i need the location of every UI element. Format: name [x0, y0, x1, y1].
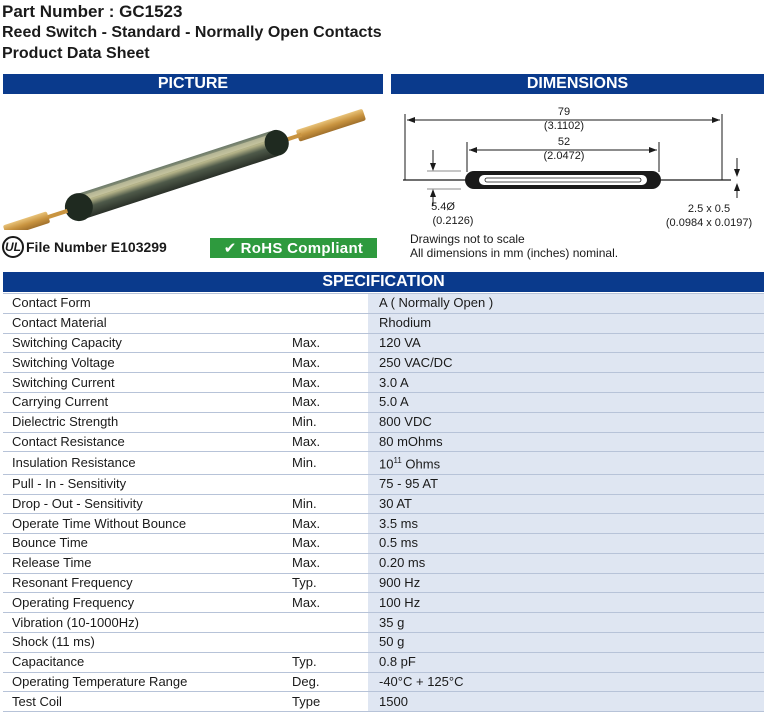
spec-qualifier: Max.	[288, 593, 368, 613]
spec-parameter: Switching Voltage	[3, 353, 288, 373]
spec-qualifier: Typ.	[288, 652, 368, 672]
drawing-notes	[410, 232, 618, 260]
spec-value: 0.20 ms	[368, 553, 764, 573]
spec-value: 75 - 95 AT	[368, 474, 764, 494]
spec-qualifier: Max.	[288, 514, 368, 534]
spec-value-unit: Ohms	[401, 456, 441, 472]
spec-qualifier: Min.	[288, 494, 368, 514]
ul-certification	[2, 236, 167, 258]
spec-value: A ( Normally Open )	[368, 294, 764, 314]
spec-value: 900 Hz	[368, 573, 764, 593]
table-row	[3, 313, 764, 333]
spec-value: 800 VDC	[368, 412, 764, 432]
table-row	[3, 514, 764, 534]
spec-value: 3.0 A	[368, 373, 764, 393]
spec-value: Rhodium	[368, 313, 764, 333]
spec-parameter: Operate Time Without Bounce	[3, 514, 288, 534]
spec-value: 50 g	[368, 633, 764, 653]
spec-qualifier: Max.	[288, 553, 368, 573]
part-number-line	[2, 1, 382, 22]
glass-length-mm: 52	[557, 136, 571, 148]
spec-parameter: Vibration (10-1000Hz)	[3, 613, 288, 633]
table-row	[3, 294, 764, 314]
spec-qualifier: Deg.	[288, 672, 368, 692]
spec-qualifier: Min.	[288, 412, 368, 432]
spec-qualifier: Max.	[288, 432, 368, 452]
table-row	[3, 534, 764, 554]
table-row	[3, 452, 764, 474]
rohs-label: RoHS Compliant	[240, 239, 364, 257]
spec-value	[368, 452, 764, 474]
dimensions-section-header: DIMENSIONS	[391, 74, 764, 94]
lead-size-mm: 2.5 x 0.5	[687, 203, 731, 215]
spec-qualifier: Max.	[288, 373, 368, 393]
spec-parameter: Test Coil	[3, 692, 288, 712]
units-note: All dimensions in mm (inches) nominal.	[410, 246, 619, 260]
table-row	[3, 432, 764, 452]
rohs-compliant-badge	[210, 238, 377, 258]
diameter-mm: 5.4Ø	[431, 201, 455, 213]
spec-parameter: Contact Material	[3, 313, 288, 333]
overall-length-mm: 79	[557, 106, 571, 118]
spec-value: 120 VA	[368, 333, 764, 353]
spec-qualifier: Max.	[288, 392, 368, 412]
spec-value: 100 Hz	[368, 593, 764, 613]
scale-note: Drawings not to scale	[410, 232, 525, 246]
checkmark-icon: ✔	[223, 240, 237, 257]
spec-value: 250 VAC/DC	[368, 353, 764, 373]
table-row	[3, 333, 764, 353]
table-row	[3, 412, 764, 432]
spec-parameter: Insulation Resistance	[3, 452, 288, 474]
table-row	[3, 672, 764, 692]
spec-qualifier	[288, 613, 368, 633]
ul-logo-icon: UL	[2, 236, 24, 258]
spec-parameter: Switching Current	[3, 373, 288, 393]
table-row	[3, 373, 764, 393]
overall-length-in: (3.1102)	[543, 120, 585, 132]
table-row	[3, 652, 764, 672]
spec-parameter: Operating Temperature Range	[3, 672, 288, 692]
table-row	[3, 353, 764, 373]
table-row	[3, 392, 764, 412]
glass-length-in: (2.0472)	[543, 150, 585, 162]
document-title	[2, 1, 382, 64]
spec-parameter: Shock (11 ms)	[3, 633, 288, 653]
spec-parameter: Dielectric Strength	[3, 412, 288, 432]
spec-value: -40°C + 125°C	[368, 672, 764, 692]
ul-file-number: File Number E103299	[26, 239, 167, 255]
table-row	[3, 553, 764, 573]
spec-value: 0.8 pF	[368, 652, 764, 672]
spec-qualifier: Type	[288, 692, 368, 712]
table-row	[3, 474, 764, 494]
spec-value: 0.5 ms	[368, 534, 764, 554]
spec-parameter: Carrying Current	[3, 392, 288, 412]
dimension-drawing	[391, 100, 764, 235]
spec-qualifier: Max.	[288, 333, 368, 353]
spec-qualifier	[288, 633, 368, 653]
spec-value: 3.5 ms	[368, 514, 764, 534]
spec-value: 80 mOhms	[368, 432, 764, 452]
spec-parameter: Switching Capacity	[3, 333, 288, 353]
spec-value: 35 g	[368, 613, 764, 633]
table-row	[3, 633, 764, 653]
spec-parameter: Pull - In - Sensitivity	[3, 474, 288, 494]
picture-section-header: PICTURE	[3, 74, 383, 94]
spec-parameter: Contact Resistance	[3, 432, 288, 452]
spec-parameter: Release Time	[3, 553, 288, 573]
spec-value: 5.0 A	[368, 392, 764, 412]
spec-parameter: Operating Frequency	[3, 593, 288, 613]
spec-parameter: Resonant Frequency	[3, 573, 288, 593]
spec-value-exponent: 11	[393, 456, 402, 466]
table-row	[3, 494, 764, 514]
diameter-in: (0.2126)	[432, 215, 474, 227]
spec-value: 1500	[368, 692, 764, 712]
specification-table	[3, 293, 764, 712]
spec-qualifier	[288, 474, 368, 494]
spec-parameter: Drop - Out - Sensitivity	[3, 494, 288, 514]
part-number-label: Part Number :	[2, 2, 120, 21]
document-type: Product Data Sheet	[2, 45, 150, 62]
spec-qualifier: Max.	[288, 353, 368, 373]
spec-qualifier: Min.	[288, 452, 368, 474]
part-number-value: GC1523	[119, 2, 183, 21]
table-row	[3, 593, 764, 613]
spec-qualifier: Max.	[288, 534, 368, 554]
spec-parameter: Bounce Time	[3, 534, 288, 554]
reed-switch-photo	[3, 100, 383, 230]
product-description: Reed Switch - Standard - Normally Open Contacts	[2, 24, 382, 41]
spec-qualifier: Typ.	[288, 573, 368, 593]
table-row	[3, 613, 764, 633]
spec-qualifier	[288, 294, 368, 314]
spec-qualifier	[288, 313, 368, 333]
spec-parameter: Capacitance	[3, 652, 288, 672]
spec-parameter: Contact Form	[3, 294, 288, 314]
spec-value-base: 10	[379, 456, 394, 472]
lead-size-in: (0.0984 x 0.0197)	[665, 217, 753, 229]
specification-section-header: SPECIFICATION	[3, 272, 764, 292]
spec-value: 30 AT	[368, 494, 764, 514]
table-row	[3, 573, 764, 593]
